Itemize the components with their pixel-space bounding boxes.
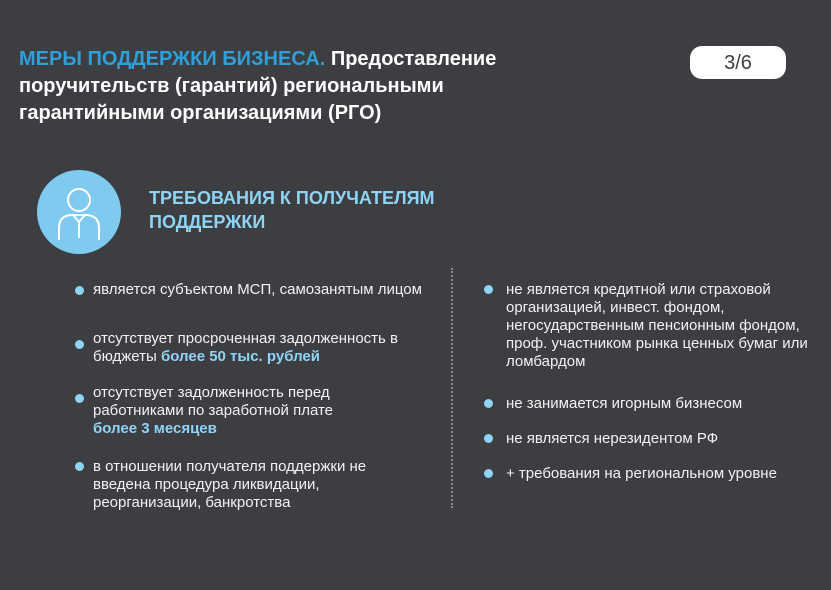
bullet-icon xyxy=(484,285,493,294)
bullet-icon xyxy=(484,399,493,408)
list-item: не занимается игорным бизнесом xyxy=(484,395,829,413)
list-item: является субъектом МСП, самозанятым лицом xyxy=(75,281,445,299)
person-icon xyxy=(37,170,121,254)
bullet-icon xyxy=(75,394,84,403)
bullet-icon xyxy=(75,286,84,295)
list-item: отсутствует задолженность перед работниками по заработной плате более 3 месяцев xyxy=(75,384,445,438)
list-item: + требования на региональном уровне xyxy=(484,465,829,483)
title-rest: Предоставление поручительств (гарантий) региональными гарантийными организациями (РГО) xyxy=(19,48,497,124)
title-accent: МЕРЫ ПОДДЕРЖКИ БИЗНЕСА. xyxy=(19,48,326,70)
list-item: не является нерезидентом РФ xyxy=(484,430,829,448)
bullet-icon xyxy=(484,434,493,443)
list-item: отсутствует просроченная задолженность в бюджеты более 50 тыс. рублей xyxy=(75,330,445,366)
avatar xyxy=(37,170,121,254)
page-indicator: 3/6 xyxy=(690,46,786,79)
bullet-icon xyxy=(75,462,84,471)
column-divider xyxy=(451,268,453,508)
list-item: не является кредитной или страховой организацией, инвест. фондом, негосударственным пенсионным фондом, проф. участником рынка ценных бумаг или ломбардом xyxy=(484,281,829,371)
page-title xyxy=(19,46,579,127)
bullet-icon xyxy=(484,469,493,478)
list-item: в отношении получателя поддержки не введена процедура ликвидации, реорганизации, банкротства xyxy=(75,458,445,512)
section-heading: ТРЕБОВАНИЯ К ПОЛУЧАТЕЛЯМ ПОДДЕРЖКИ xyxy=(149,188,435,232)
bullet-icon xyxy=(75,340,84,349)
